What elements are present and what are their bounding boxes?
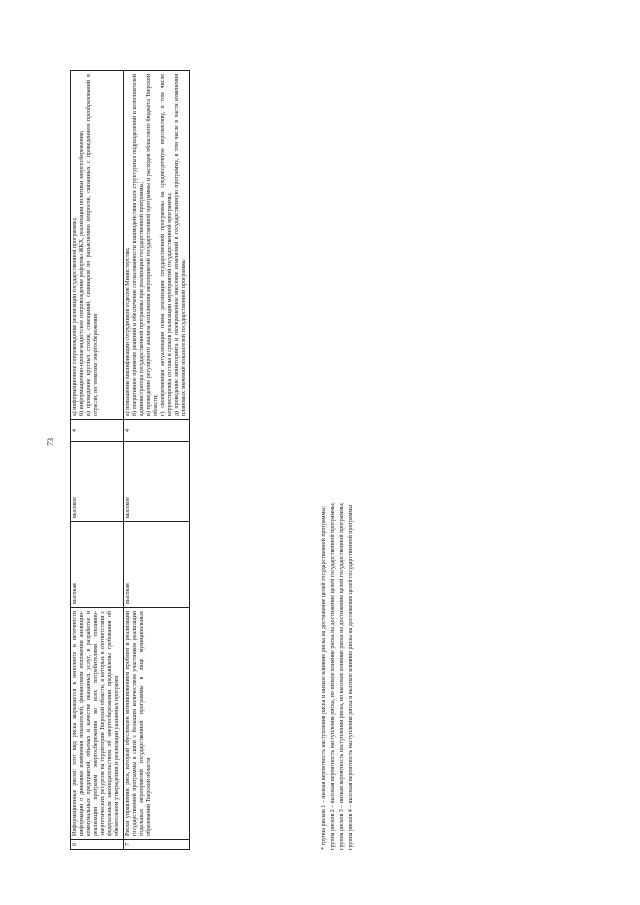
row-number: 6 (71, 840, 124, 850)
measure-item: г) своевременная актуализация плана реализации государственной программы на среднесрочную перспективу, в том числе корректировка состава и сроков реализации мероприятий государственной программы; (159, 74, 174, 416)
risk-measures (71, 71, 124, 420)
risk-table (70, 70, 190, 850)
risk-group: 4 (71, 420, 124, 442)
table-row (71, 71, 124, 850)
footnote-item: группа рисков 2 – высокая вероятность наступления риска, но низкое влияние риска на достижение целей государственной программы; (330, 502, 336, 850)
risk-measures (123, 71, 190, 420)
page-number: 73 (46, 438, 55, 446)
measure-item: в) проведение круглых столов, совещаний, семинаров по разъяснению вопросов, связанных с проведением преобразований в отрасли, по тематике энергосбережения (86, 74, 100, 416)
footnote-item: группа рисков 3 – низкая вероятность наступления риска, но высокое влияние риска на достижение целей государственной программы; (339, 502, 345, 850)
risk-description: Информационные риски: этот вид риска выражается в неполноте и неточности информации о динамике изменения показателей, финансовом положении жилищно-коммунальных предприятий, объемах и качестве оказанных услуг, в разработке и реализации программ энергосбережения во всех потребителями топливно-энергетических ресурсов на территории Тверской области, в которых в соответствии с федеральным законодательством об энергосбережении предъявлены требования об обязательном утверждении и реализации указанных программ (71, 608, 124, 840)
risk-impact: высокое (71, 442, 124, 522)
footnote-text: группа рисков 1 – низкая вероятность наступления риска и низкое влияние риска на достижение целей государственной программы; (321, 506, 327, 846)
row-number: 7 (123, 840, 190, 850)
risk-probability: высокая (123, 522, 190, 608)
footnote-mark: * (321, 847, 327, 850)
risk-group: 4 (123, 420, 190, 442)
measure-item: а) информационное сопровождение реализации государственной программы; (72, 217, 78, 416)
footnote-item: группа рисков 4 – высокая вероятность наступления риска и высокое влияние риска на достижение целей государственной программы (348, 504, 354, 850)
measure-item: в) проведение регулярного анализа исполнения мероприятий государственной программы и расходов областного бюджета Тверской области; (145, 74, 159, 416)
footnote-item (320, 70, 329, 850)
risk-probability: высокая (71, 522, 124, 608)
table-row (123, 71, 190, 850)
measure-item: а) повышение квалификации сотрудников отделов Министерства; (124, 247, 131, 416)
risk-impact: высокое (123, 442, 190, 522)
measure-item: б) информационно-пропагандистское сопровождение реформы ЖКХ, реализации политики энергосбережения; (79, 130, 86, 416)
rotated-page-content (70, 70, 354, 850)
footnotes (320, 70, 356, 850)
risk-description: Риски управления: риск, который обусловлен возникновением проблем в реализации государственной программы в связи с большим количеством участников реализации отдельных мероприятий государственной программы в лице муниципальных образований Тверской области (123, 608, 190, 840)
measure-item: д) проведение мониторинга и своевременное внесение изменений в государственную программу, в том числе в части изменения плановых значений показателей государственной программы (174, 74, 188, 416)
measure-item: б) оперативное принятие решений и обеспечение согласованности взаимодействия всех структурных подразделений и исполнителей администратора государственной программы при реализации государственной программы; (131, 74, 145, 416)
